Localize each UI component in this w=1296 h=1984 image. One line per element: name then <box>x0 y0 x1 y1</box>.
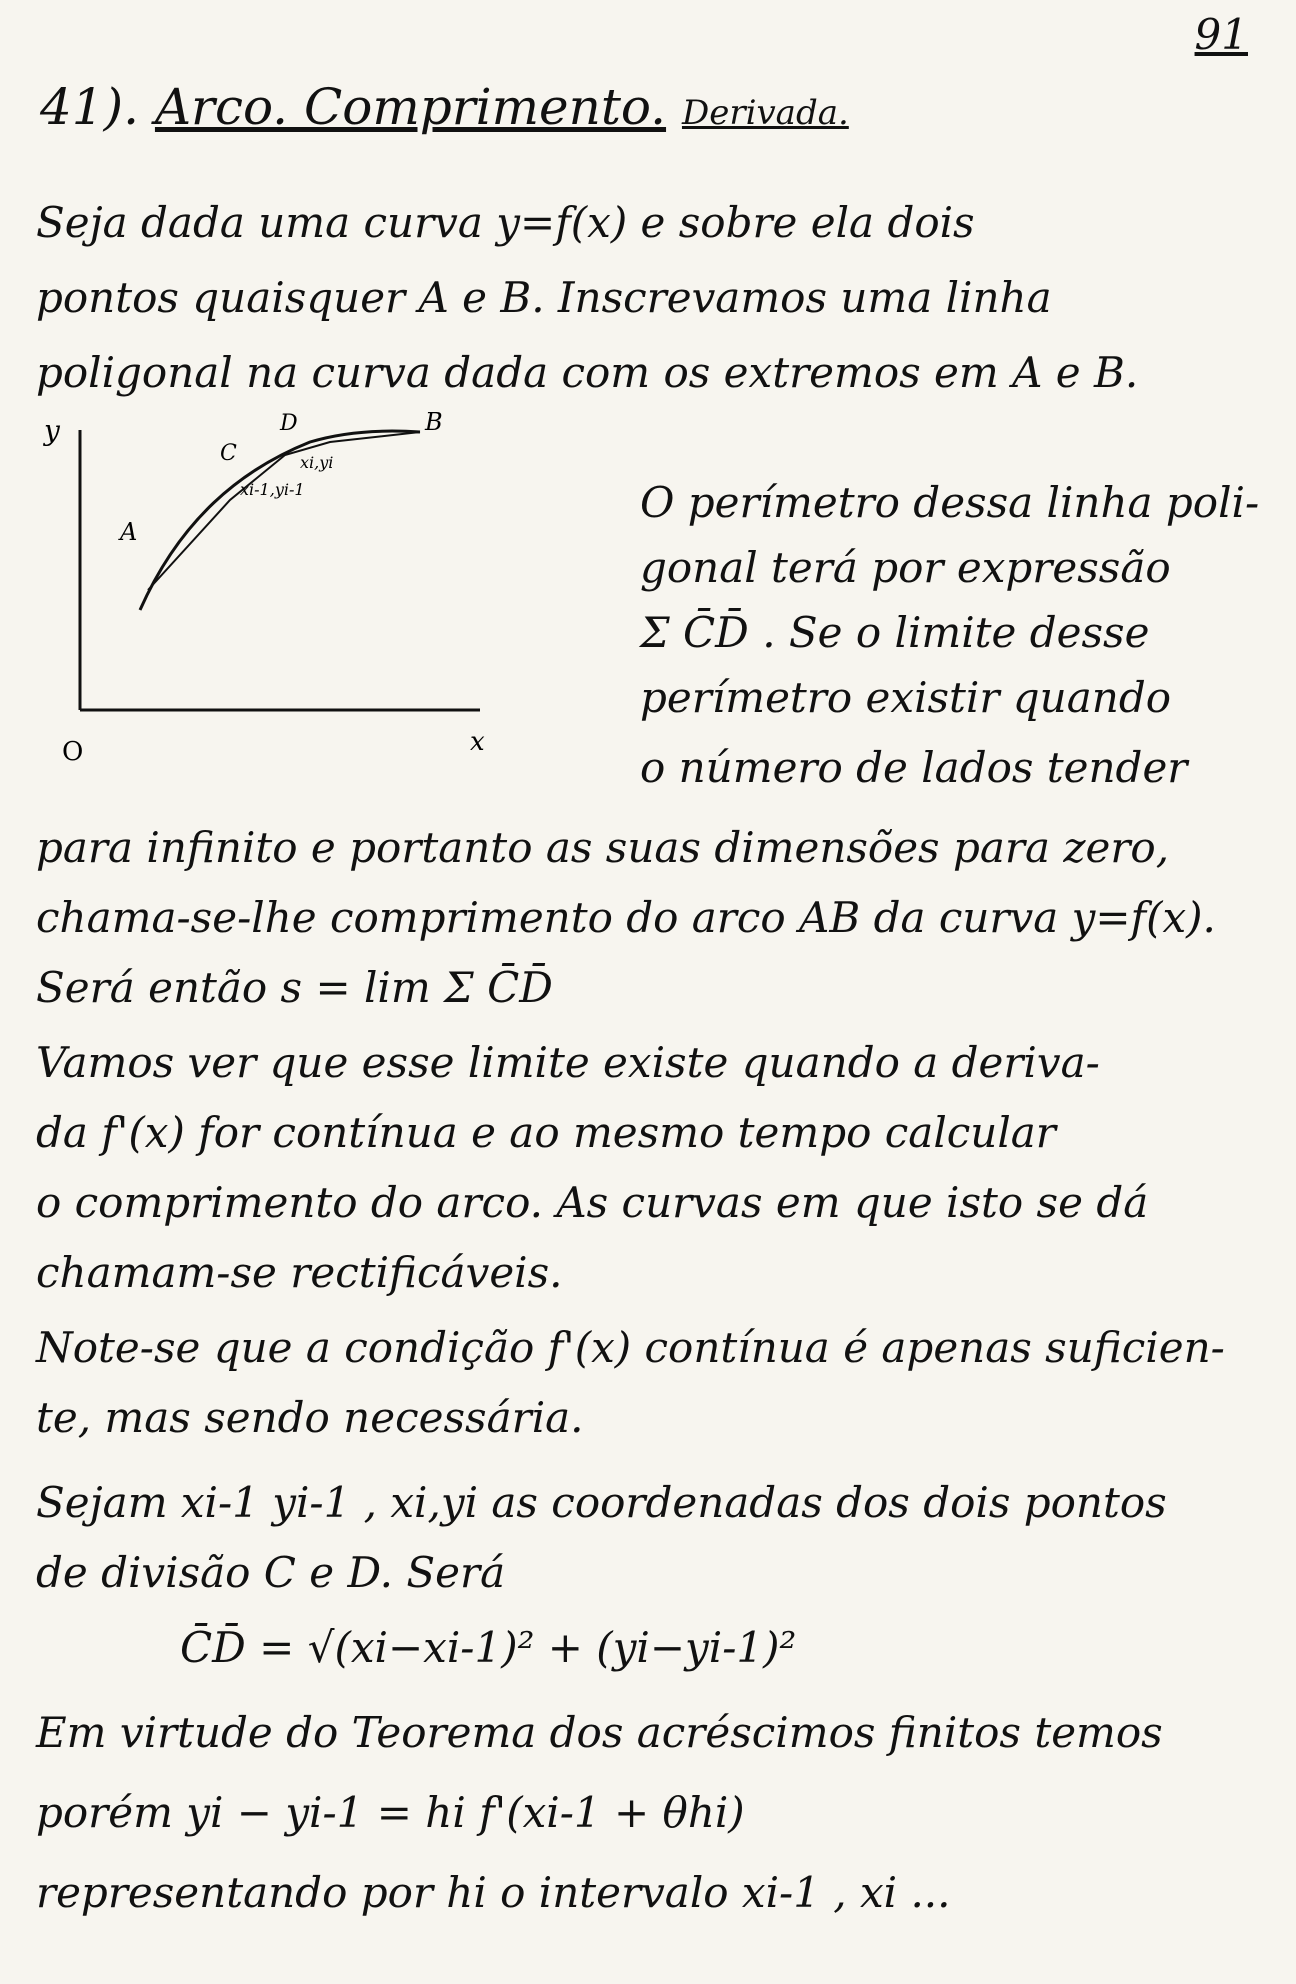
body-line-3: Será então s = lim Σ C̄D̄ <box>36 963 553 1012</box>
section-heading-extra: Derivada. <box>681 93 849 133</box>
section-heading: Arco. Comprimento. <box>154 78 667 136</box>
point-b-label: B <box>425 410 443 436</box>
body-line-11: de divisão C e D. Será <box>36 1548 506 1597</box>
intro-line-3: poligonal na curva dada com os extremos em A e B. <box>36 348 1139 397</box>
side-line-2: gonal terá por expressão <box>640 543 1171 592</box>
body-line-6: o comprimento do arco. As curvas em que isto se dá <box>36 1178 1149 1227</box>
side-line-4: perímetro existir quando <box>640 673 1171 722</box>
side-line-3: Σ C̄D̄ . Se o limite desse <box>640 608 1150 657</box>
coord-i-minus-label: xi-1,yi-1 <box>240 480 305 499</box>
x-axis-label: x <box>470 727 485 757</box>
body-line-1: para infinito e portanto as suas dimensões para zero, <box>36 823 1170 872</box>
body-line-8: Note-se que a condição f'(x) contínua é apenas suficien- <box>36 1323 1225 1372</box>
point-a-label: A <box>120 518 138 546</box>
section-title <box>40 78 1240 136</box>
page-number: 91 <box>1194 10 1248 59</box>
section-number: 41). <box>40 78 140 136</box>
body-line-15: representando por hi o intervalo xi-1 , xi ... <box>36 1868 951 1917</box>
body-line-7: chamam-se rectificáveis. <box>36 1248 563 1297</box>
curve-figure <box>30 410 530 770</box>
coord-i-label: xi,yi <box>300 453 334 472</box>
point-d-label: D <box>280 411 298 436</box>
intro-line-1: Seja dada uma curva y=f(x) e sobre ela dois <box>36 198 975 247</box>
body-line-2: chama-se-lhe comprimento do arco AB da curva y=f(x). <box>36 893 1216 942</box>
y-axis-label: y <box>44 414 60 447</box>
side-line-1: O perímetro dessa linha poli- <box>640 478 1260 527</box>
body-line-10: Sejam xi-1 yi-1 , xi,yi as coordenadas dos dois pontos <box>36 1478 1167 1527</box>
body-line-5: da f'(x) for contínua e ao mesmo tempo calcular <box>36 1108 1056 1157</box>
intro-line-2: pontos quaisquer A e B. Inscrevamos uma linha <box>36 273 1052 322</box>
origin-label: O <box>62 737 84 767</box>
point-c-label: C <box>220 441 237 466</box>
body-line-14: porém yi − yi-1 = hi f'(xi-1 + θhi) <box>36 1788 745 1837</box>
body-line-9: te, mas sendo necessária. <box>36 1393 584 1442</box>
body-line-13: Em virtude do Teorema dos acréscimos finitos temos <box>36 1708 1163 1757</box>
side-line-5: o número de lados tender <box>640 743 1188 792</box>
polygonal-line <box>148 432 420 590</box>
formula-cd: C̄D̄ = √(xi−xi-1)² + (yi−yi-1)² <box>180 1623 797 1672</box>
body-line-4: Vamos ver que esse limite existe quando a deriva- <box>36 1038 1100 1087</box>
